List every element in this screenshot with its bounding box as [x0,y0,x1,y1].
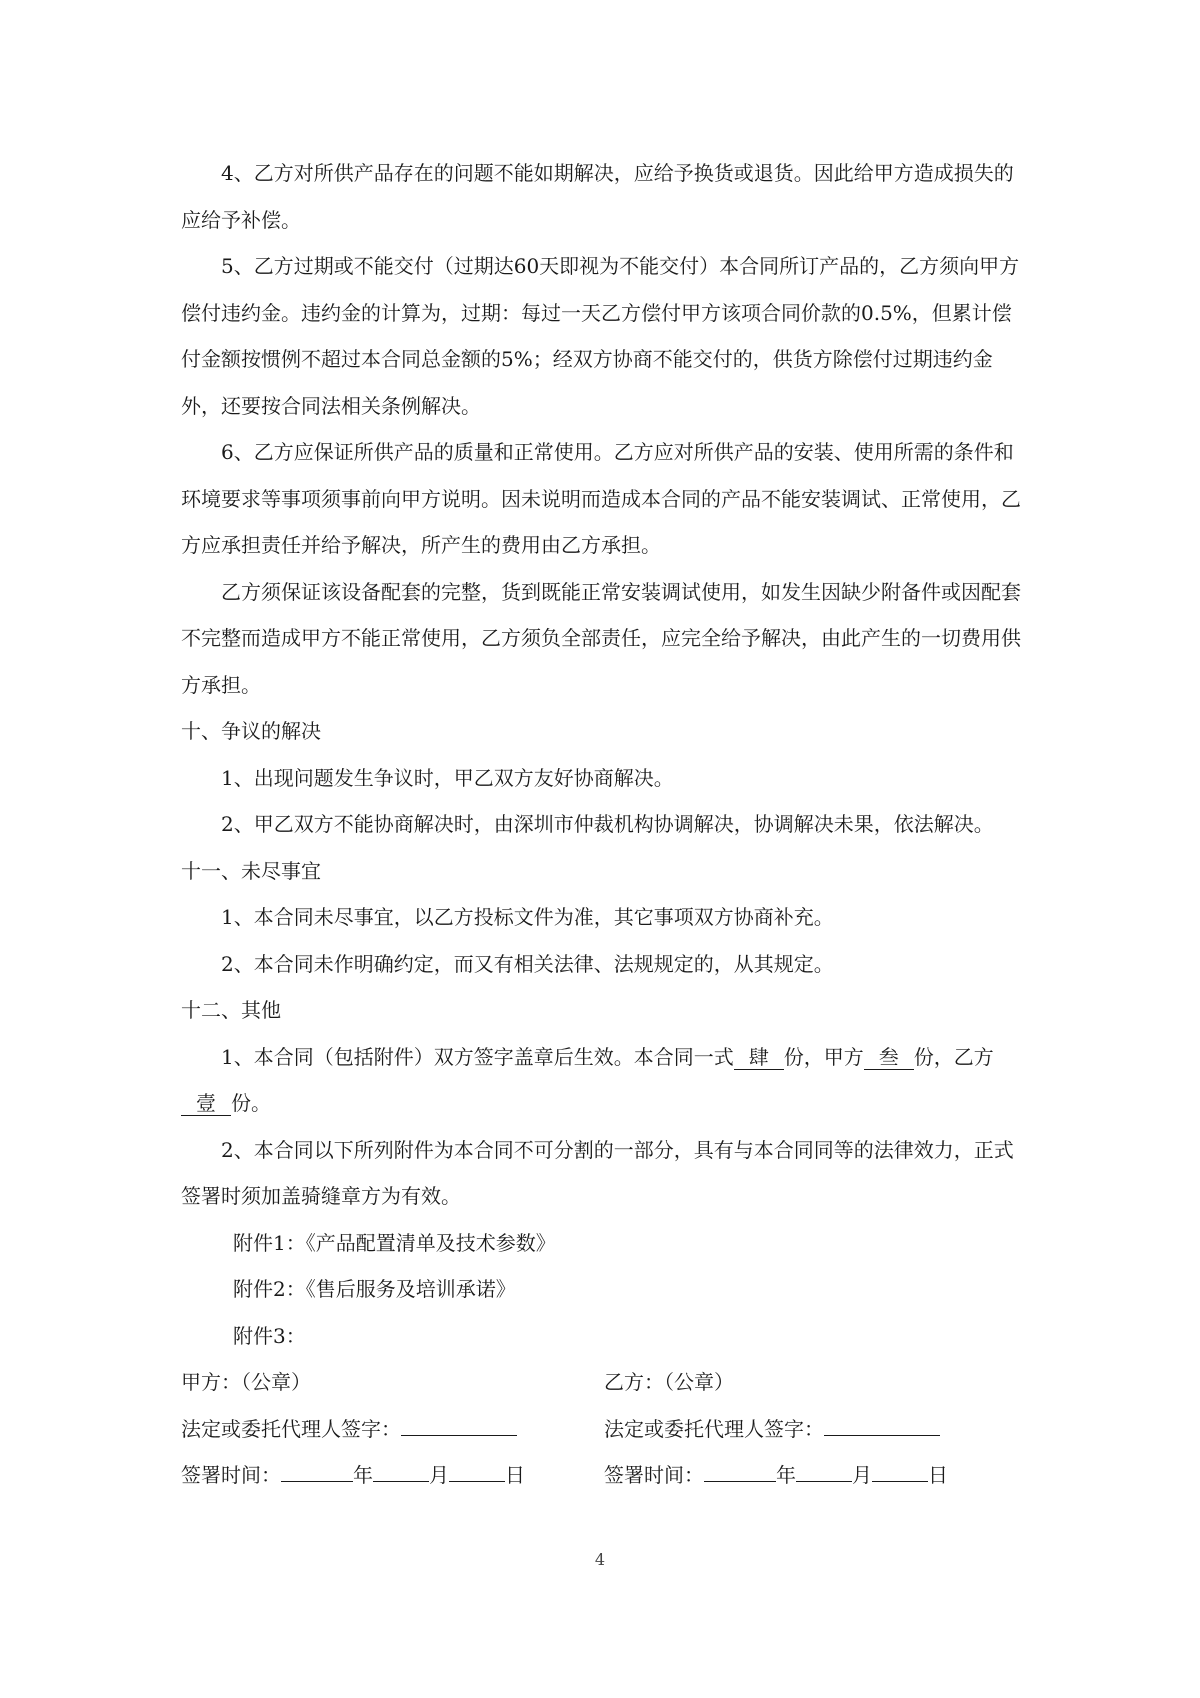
year-label-b: 年 [776,1463,796,1487]
section-10-item-2: 2、甲乙双方不能协商解决时，由深圳市仲裁机构协调解决，协调解决未果，依法解决。 [221,812,994,836]
day-label-a: 日 [505,1463,525,1487]
day-label-b: 日 [928,1463,948,1487]
date-label-a: 签署时间： [181,1463,281,1487]
date-label-b: 签署时间： [604,1463,704,1487]
party-b-sign-date [604,1452,1027,1499]
clause-completeness: 乙方须保证该设备配套的完整，货到既能正常安装调试使用，如发生因缺少附备件或因配套不完整而造成甲方不能正常使用，乙方须负全部责任，应完全给予解决，由此产生的一切费用供方承担。 [181,579,1021,697]
agent-label-b: 法定或委托代理人签字： [604,1416,824,1441]
party-a-sign-date [181,1452,604,1499]
party-a-agent-signature-line[interactable] [401,1413,517,1436]
attachment-2: 附件2：《售后服务及培训承诺》 [233,1277,516,1301]
section-11-item-2: 2、本合同未作明确约定，而又有相关法律、法规规定的，从其规定。 [221,951,834,976]
copies-text-a: 1、本合同（包括附件）双方签字盖章后生效。本合同一式 [221,1044,734,1069]
party-b-month-field[interactable] [796,1459,852,1482]
party-a-agent-signature [181,1406,604,1453]
attachment-3: 附件3： [233,1323,306,1348]
clause-5: 5、乙方过期或不能交付（过期达60天即视为不能交付）本合同所订产品的，乙方须向甲方偿付违约金。违约金的计算为，过期：每过一天乙方偿付甲方该项合同价款的0.5%，但累计偿付金额按惯例不超过本合同总金额的5%；经双方协商不能交付的，供货方除偿付过期违约金外，还要按合同法相关条例解决。 [181,254,1020,418]
contract-page [181,150,1027,1499]
section-12-item-1 [181,1034,1027,1127]
party-b-year-field[interactable] [704,1459,776,1482]
attachment-1: 附件1：《产品配置清单及技术参数》 [233,1230,556,1255]
copies-party-b-field: 壹 [181,1091,231,1116]
section-11-heading: 十一、未尽事宜 [181,858,321,883]
copies-total-field: 肆 [734,1045,784,1070]
clause-4: 4、乙方对所供产品存在的问题不能如期解决，应给予换货或退货。因此给甲方造成损失的应给予补偿。 [181,161,1014,232]
section-10-heading: 十、争议的解决 [181,719,321,743]
agent-signature-row [181,1406,1027,1453]
section-12-heading: 十二、其他 [181,998,281,1022]
party-b-day-field[interactable] [872,1459,928,1482]
party-b-seal: 乙方：（公章） [604,1370,734,1394]
month-label-a: 月 [429,1463,449,1487]
copies-text-d: 份。 [231,1091,271,1115]
party-b-agent-signature [604,1406,1027,1453]
agent-label-a: 法定或委托代理人签字： [181,1416,401,1441]
clause-6: 6、乙方应保证所供产品的质量和正常使用。乙方应对所供产品的安装、使用所需的条件和环境要求等事项须事前向甲方说明。因未说明而造成本合同的产品不能安装调试、正常使用，乙方应承担责任并给予解决，所产生的费用由乙方承担。 [181,440,1021,557]
seal-row [181,1359,1027,1406]
year-label-a: 年 [353,1463,373,1487]
month-label-b: 月 [852,1463,872,1487]
copies-text-b: 份，甲方 [783,1044,864,1069]
copies-text-c: 份，乙方 [913,1044,994,1069]
section-10-item-1: 1、出现问题发生争议时，甲乙双方友好协商解决。 [221,765,674,790]
sign-date-row [181,1452,1027,1499]
party-a-day-field[interactable] [449,1459,505,1482]
section-12-item-2: 2、本合同以下所列附件为本合同不可分割的一部分，具有与本合同同等的法律效力，正式签署时须加盖骑缝章方为有效。 [181,1137,1014,1208]
page-number: 4 [594,1550,606,1569]
party-a-month-field[interactable] [373,1459,429,1482]
party-a-year-field[interactable] [281,1459,353,1482]
copies-party-a-field: 叁 [864,1045,914,1070]
section-11-item-1: 1、本合同未尽事宜，以乙方投标文件为准，其它事项双方协商补充。 [221,905,834,929]
party-b-agent-signature-line[interactable] [824,1413,940,1436]
party-a-seal: 甲方：（公章） [181,1370,311,1394]
